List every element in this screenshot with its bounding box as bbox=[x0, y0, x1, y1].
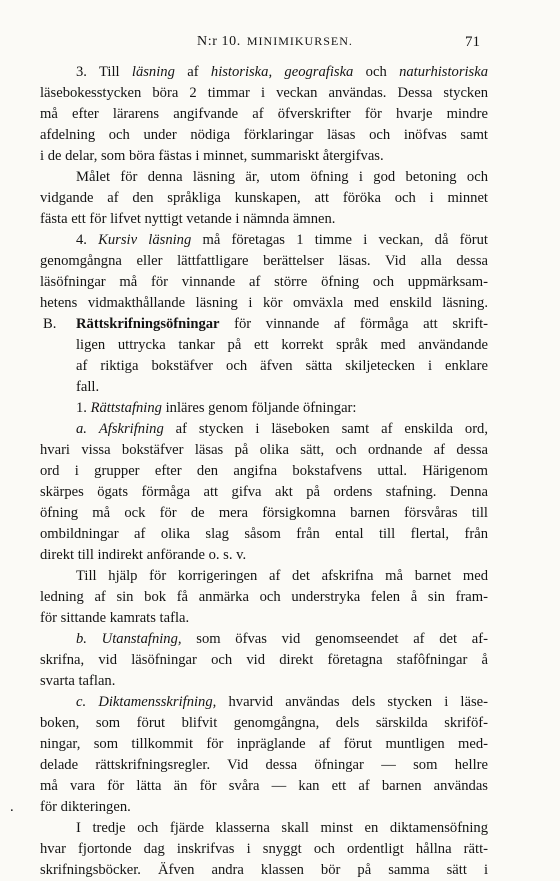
text-span: genomgångna eller lättfattligare berättelser läsas. Vid alla dessa bbox=[40, 253, 488, 269]
text-span: a. bbox=[76, 421, 87, 437]
text-span: hvarvid användas dels stycken i läse- bbox=[216, 694, 488, 710]
body-text bbox=[10, 62, 489, 881]
text-span: Rättstafning bbox=[90, 400, 162, 416]
text-span: 3. Till bbox=[76, 64, 132, 80]
text-span: af bbox=[174, 64, 211, 80]
text-line bbox=[40, 482, 488, 503]
text-span: Utanstafning, bbox=[101, 631, 182, 647]
text-span: Till hjälp för korrigeringen af det afskrifna må barnet med bbox=[76, 568, 488, 584]
text-span: läsebokesstycken böra 2 timmar i veckan användas. Dessa stycken bbox=[40, 85, 488, 101]
text-line bbox=[40, 377, 488, 398]
text-line bbox=[40, 461, 488, 482]
text-span: må efter lärarens angifvande af öfverskrifter för hvarje mindre bbox=[40, 106, 488, 122]
text-span bbox=[86, 694, 98, 710]
text-span: öfning må ock för de mera försigkomna barnen försvåras till bbox=[40, 505, 488, 521]
header-number: N:r 10. bbox=[197, 34, 241, 49]
text-span: naturhistoriska bbox=[399, 64, 489, 80]
text-line bbox=[40, 818, 488, 839]
text-span: vidgande af den språkliga kunskapen, att föröka och i minnet bbox=[40, 190, 488, 206]
text-span: af stycken i läseboken samt af enskilda ord, bbox=[163, 421, 488, 437]
text-line bbox=[40, 503, 488, 524]
text-span: boken, som förut blifvit genomgångna, dels särskilda skriföf- bbox=[40, 715, 488, 731]
text-line bbox=[40, 608, 488, 629]
text-span: ningar, som tillkommit för inpräglande af förut muntligen med- bbox=[40, 736, 488, 752]
text-line bbox=[40, 272, 488, 293]
text-span: delade rättskrifningsregler. Vid dessa öfningar — som hellre bbox=[40, 757, 488, 773]
header-title: MINIMIKURSEN. bbox=[246, 34, 353, 48]
header-left bbox=[197, 34, 353, 50]
text-span: för sittande kamrats tafla. bbox=[40, 610, 190, 626]
text-span: läsöfningar må för vinnande af större öfning och uppmärksam- bbox=[40, 274, 488, 290]
text-line bbox=[40, 587, 488, 608]
text-span: c. bbox=[76, 694, 87, 710]
text-line bbox=[40, 398, 488, 419]
text-span: ord i grupper efter den angifna bokstafvens uttal. Härigenom bbox=[40, 463, 488, 479]
text-line bbox=[40, 230, 488, 251]
page-number: 71 bbox=[465, 34, 480, 50]
text-span: afdelning och under nödiga förklaringar läsas och inöfvas samt bbox=[40, 127, 488, 143]
text-line bbox=[40, 692, 488, 713]
text-span: historiska, geografiska bbox=[210, 64, 354, 80]
text-line bbox=[40, 629, 488, 650]
text-span: af riktiga bokstäfver och äfven sätta skiljetecken i enklare bbox=[76, 358, 488, 374]
text-span: skrifningsböcker. Äfven andra klassen bör på samma sätt i bbox=[40, 862, 488, 878]
text-line bbox=[40, 860, 488, 881]
text-span: ledning af sin bok få anmärka och understryka felen å sin fram- bbox=[40, 589, 488, 605]
running-header bbox=[40, 34, 480, 54]
text-line bbox=[40, 524, 488, 545]
text-line bbox=[40, 293, 488, 314]
text-span: ligen uttrycka tankar på ett korrekt språk med användande bbox=[76, 337, 488, 353]
text-span: b. bbox=[76, 631, 87, 647]
text-line bbox=[40, 335, 488, 356]
text-line bbox=[40, 671, 488, 692]
text-span: som öfvas vid genomseendet af det af- bbox=[181, 631, 488, 647]
text-span: Målet för denna läsning är, utom öfning i god betoning och bbox=[76, 169, 488, 185]
text-span: och bbox=[353, 64, 400, 80]
text-line bbox=[10, 797, 488, 818]
text-line bbox=[40, 83, 488, 104]
text-span: må företagas 1 timme i veckan, då förut bbox=[191, 232, 488, 248]
text-span: i de delar, som böra fästas i minnet, summariskt återgifvas. bbox=[40, 148, 384, 164]
text-span: Kursiv läsning bbox=[98, 232, 192, 248]
text-line bbox=[40, 419, 488, 440]
text-span: 4. bbox=[76, 232, 99, 248]
text-span: hvari vissa bokstäfver läsas på olika sätt, och ordnande af dessa bbox=[40, 442, 488, 458]
text-span: fästa ett för lifvet nyttigt vetande i nämnda ämnen. bbox=[40, 211, 336, 227]
section-marker: B. bbox=[43, 316, 57, 332]
text-line bbox=[40, 209, 488, 230]
text-line bbox=[40, 734, 488, 755]
text-span: för dikteringen. bbox=[40, 799, 131, 815]
text-line bbox=[40, 650, 488, 671]
text-line bbox=[40, 146, 488, 167]
text-line bbox=[40, 440, 488, 461]
text-span: fall. bbox=[76, 379, 100, 395]
text-span: för vinnande af förmåga att skrift- bbox=[219, 316, 488, 332]
text-line bbox=[40, 62, 488, 83]
text-line bbox=[40, 314, 488, 335]
text-line bbox=[40, 356, 488, 377]
text-line bbox=[40, 125, 488, 146]
text-span: 1. bbox=[76, 400, 91, 416]
text-span: hetens vidmakthållande läsning i kör omväxla med enskild läsning. bbox=[40, 295, 488, 311]
text-line bbox=[40, 755, 488, 776]
text-line bbox=[40, 251, 488, 272]
text-span: må vara för lätta än för svåra — kan ett af barnen användas bbox=[40, 778, 488, 794]
text-span: ombildningar af olika slag såsom från ental till flertal, från bbox=[40, 526, 488, 542]
text-line bbox=[40, 167, 488, 188]
text-span: hvar fjortonde dag inskrifvas i snyggt och ordentligt hållna rätt- bbox=[40, 841, 488, 857]
text-line bbox=[40, 713, 488, 734]
text-span: direkt till indirekt anförande o. s. v. bbox=[40, 547, 247, 563]
text-span: I tredje och fjärde klasserna skall minst en diktamensöfning bbox=[76, 820, 488, 836]
text-line bbox=[40, 839, 488, 860]
text-line bbox=[40, 104, 488, 125]
margin-mark: . bbox=[10, 799, 14, 815]
text-line bbox=[40, 566, 488, 587]
text-span: svarta taflan. bbox=[40, 673, 116, 689]
text-span: inläres genom följande öfningar: bbox=[161, 400, 357, 416]
text-span: Afskrifning bbox=[98, 421, 164, 437]
text-line bbox=[40, 776, 488, 797]
text-span: skärpes ögats förmåga att gifva akt på ordens stafning. Denna bbox=[40, 484, 488, 500]
text-span: läsning bbox=[131, 64, 175, 80]
text-span: Diktamensskrifning, bbox=[98, 694, 217, 710]
text-span: skrifna, vid läsöfningar och vid direkt företagna stafôfningar å bbox=[40, 652, 488, 668]
text-span bbox=[87, 631, 102, 647]
text-line bbox=[40, 188, 488, 209]
text-span bbox=[87, 421, 99, 437]
text-line bbox=[40, 545, 488, 566]
text-span: Rättskrifningsöfningar bbox=[76, 316, 220, 332]
